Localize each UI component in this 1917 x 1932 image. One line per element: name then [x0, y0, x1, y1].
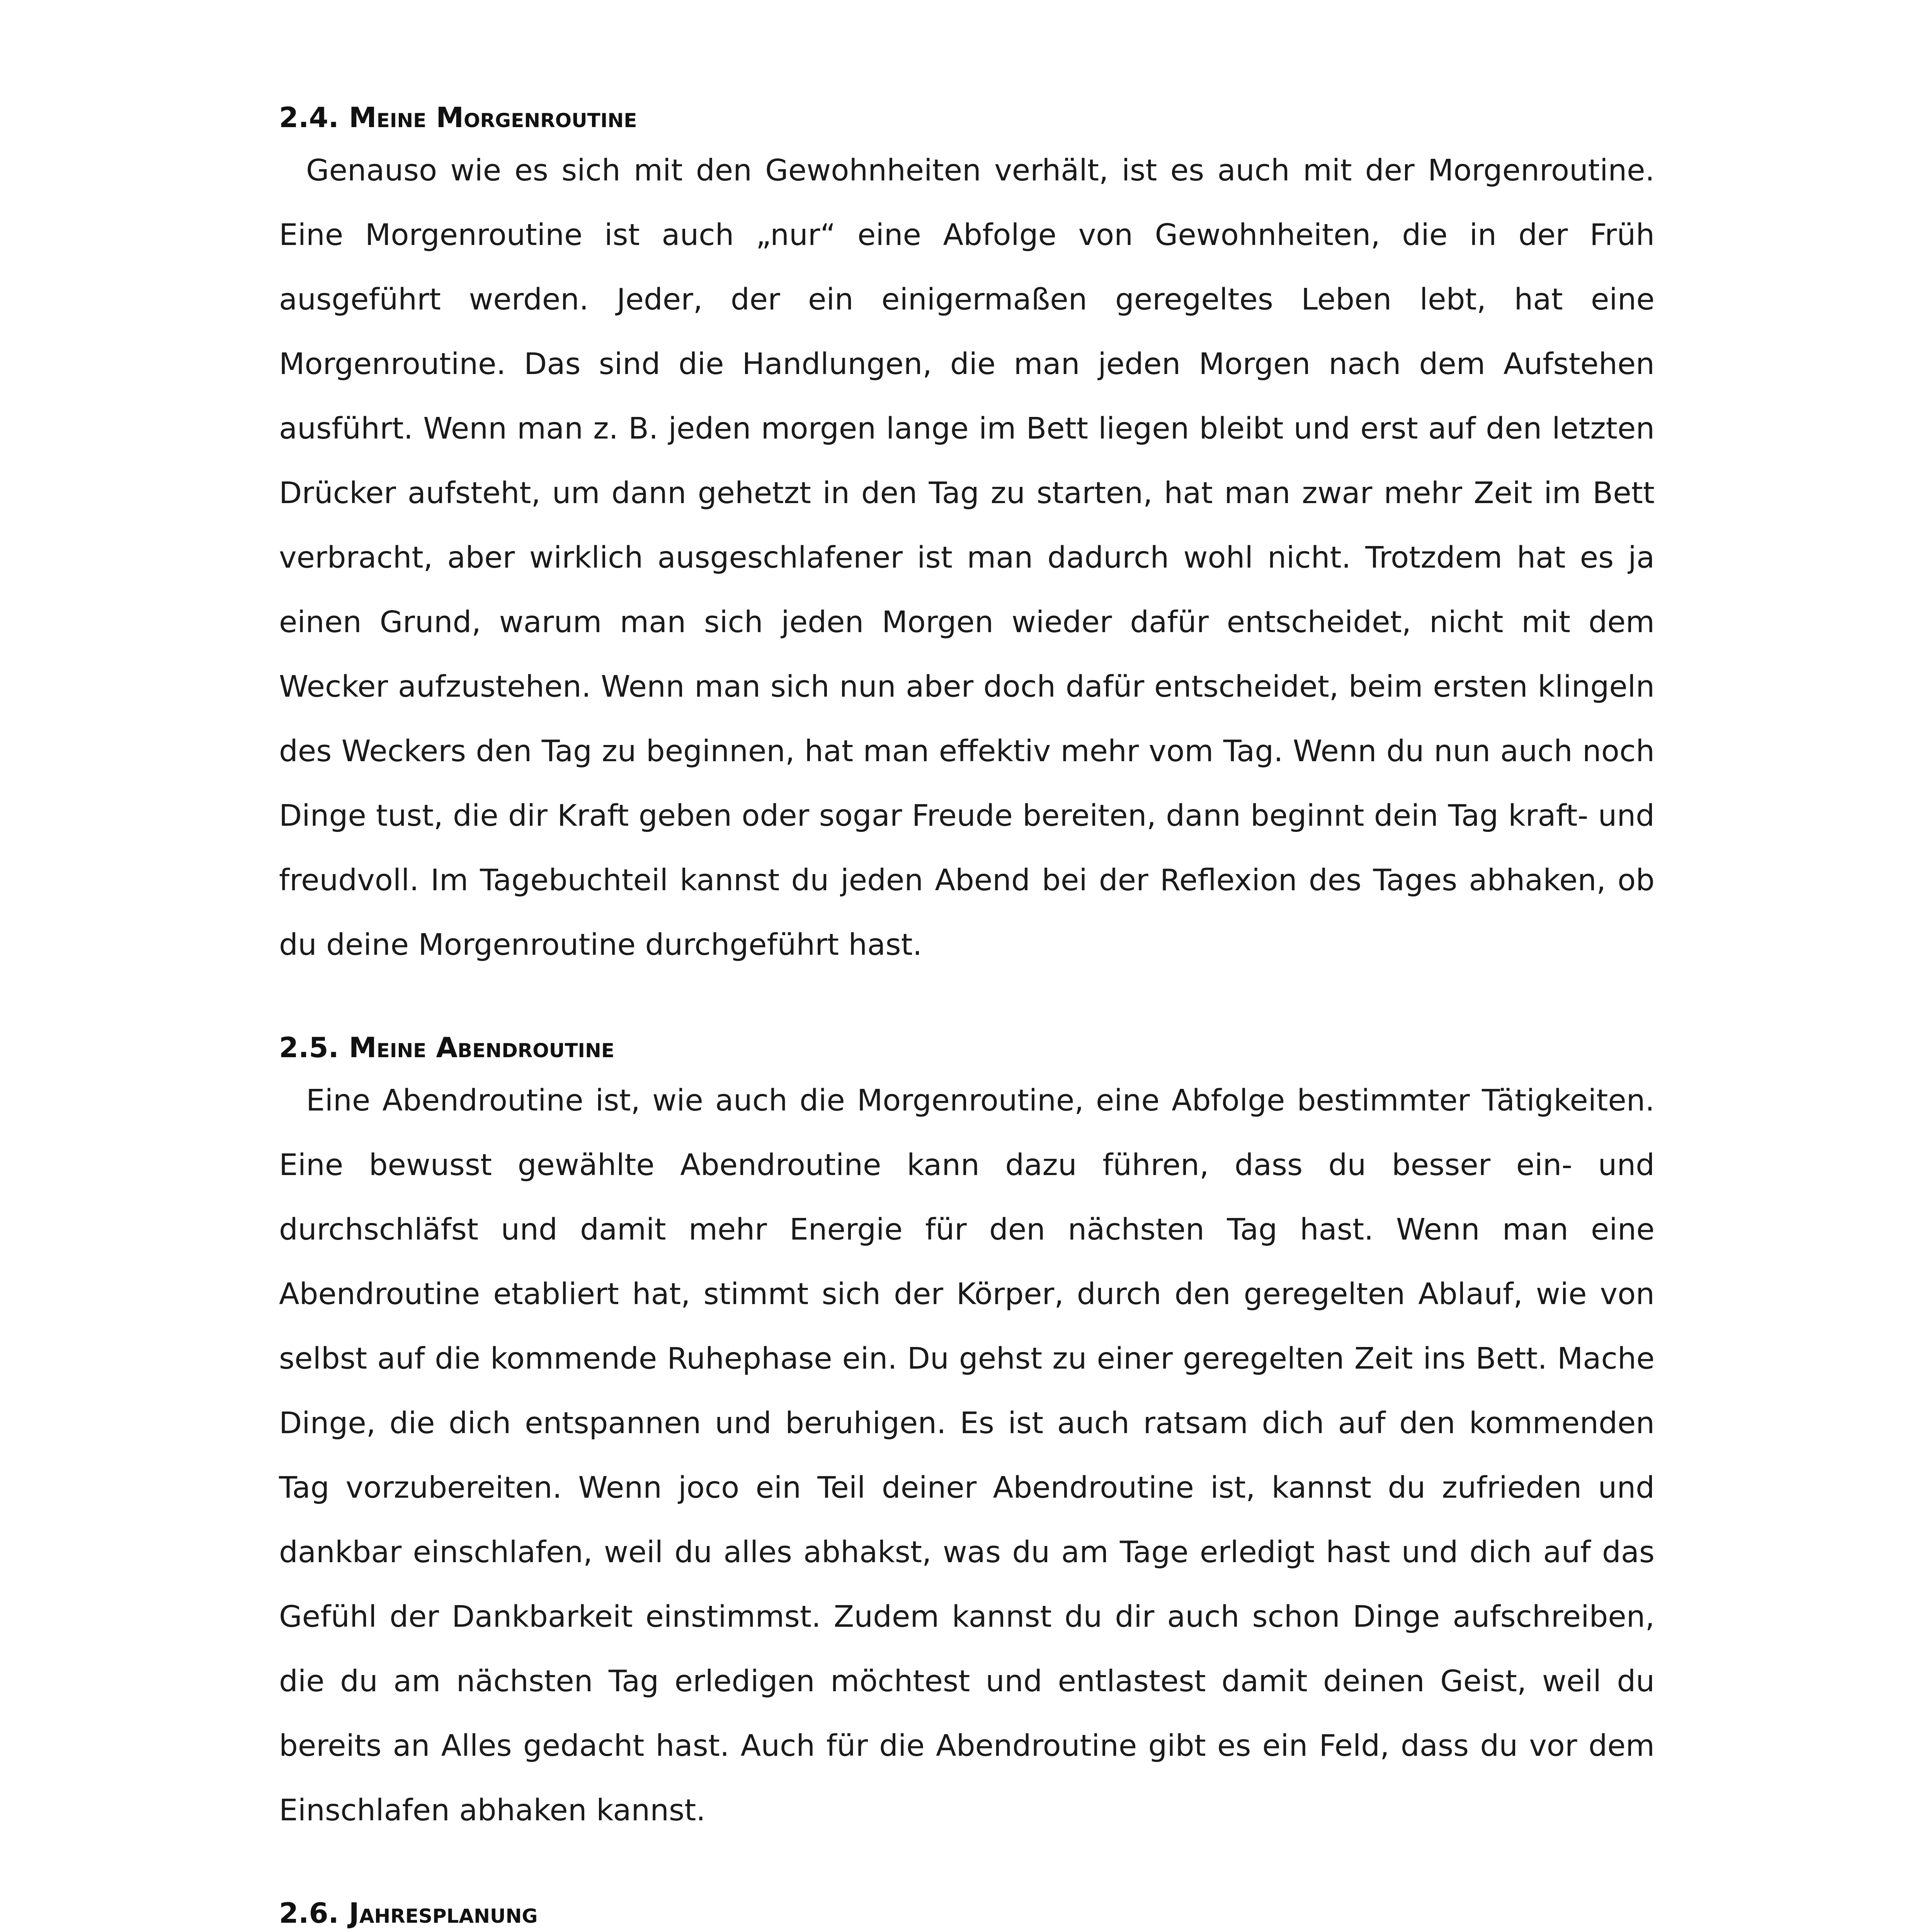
section-heading	[279, 1027, 1655, 1068]
section-number: 2.5.	[279, 1031, 339, 1064]
section-morgenroutine	[279, 97, 1655, 977]
section-abendroutine	[279, 1027, 1655, 1843]
section-heading	[279, 1892, 1655, 1932]
section-title: Meine Morgenroutine	[349, 101, 637, 134]
section-paragraph: Eine Abendroutine ist, wie auch die Morgenroutine, eine Abfolge bestimmter Tätigkeiten. Eine bewusst gewählte Abendroutine kann dazu führen, dass du besser ein- und durchschläfst und damit mehr Energie für den nächsten Tag hast. Wenn man eine Abendroutine etabliert hat, stimmt sich der Körper, durch den geregelten Ablauf, wie von selbst auf die kommende Ruhephase ein. Du gehst zu einer geregelten Zeit ins Bett. Mache Dinge, die dich entspannen und beruhigen. Es ist auch ratsam dich auf den kommenden Tag vorzubereiten. Wenn joco ein Teil deiner Abendroutine ist, kannst du zufrieden und dankbar einschlafen, weil du alles abhakst, was du am Tage erledigt hast und dich auf das Gefühl der Dankbarkeit einstimmst. Zudem kannst du dir auch schon Dinge aufschreiben, die du am nächsten Tag erledigen möchtest und entlastest damit deinen Geist, weil du bereits an Alles gedacht hast. Auch für die Abendroutine gibt es ein Feld, dass du vor dem Einschlafen abhaken kannst.	[279, 1083, 1655, 1828]
section-number: 2.6.	[279, 1897, 339, 1929]
section-paragraph: Genauso wie es sich mit den Gewohnheiten verhält, ist es auch mit der Morgenroutine. Eine Morgenroutine ist auch „nur“ eine Abfolge von Gewohnheiten, die in der Früh ausgeführt werden. Jeder, der ein einigermaßen geregeltes Leben lebt, hat eine Morgenroutine. Das sind die Handlungen, die man jeden Morgen nach dem Aufstehen ausführt. Wenn man z. B. jeden morgen lange im Bett liegen bleibt und erst auf den letzten Drücker aufsteht, um dann gehetzt in den Tag zu starten, hat man zwar mehr Zeit im Bett verbracht, aber wirklich ausgeschlafener ist man dadurch wohl nicht. Trotzdem hat es ja einen Grund, warum man sich jeden Morgen wieder dafür entscheidet, nicht mit dem Wecker aufzustehen. Wenn man sich nun aber doch dafür entscheidet, beim ersten klingeln des Weckers den Tag zu beginnen, hat man effektiv mehr vom Tag. Wenn du nun auch noch Dinge tust, die dir Kraft geben oder sogar Freude bereiten, dann beginnt dein Tag kraft- und freudvoll. Im Tagebuchteil kannst du jeden Abend bei der Reflexion des Tages abhaken, ob du deine Morgenroutine durchgeführt hast.	[279, 153, 1655, 962]
section-jahresplanung	[279, 1892, 1655, 1932]
page-content	[279, 97, 1655, 1932]
section-title: Jahresplanung	[349, 1897, 538, 1929]
section-number: 2.4.	[279, 101, 339, 134]
section-heading	[279, 97, 1655, 138]
section-title: Meine Abendroutine	[349, 1031, 615, 1064]
